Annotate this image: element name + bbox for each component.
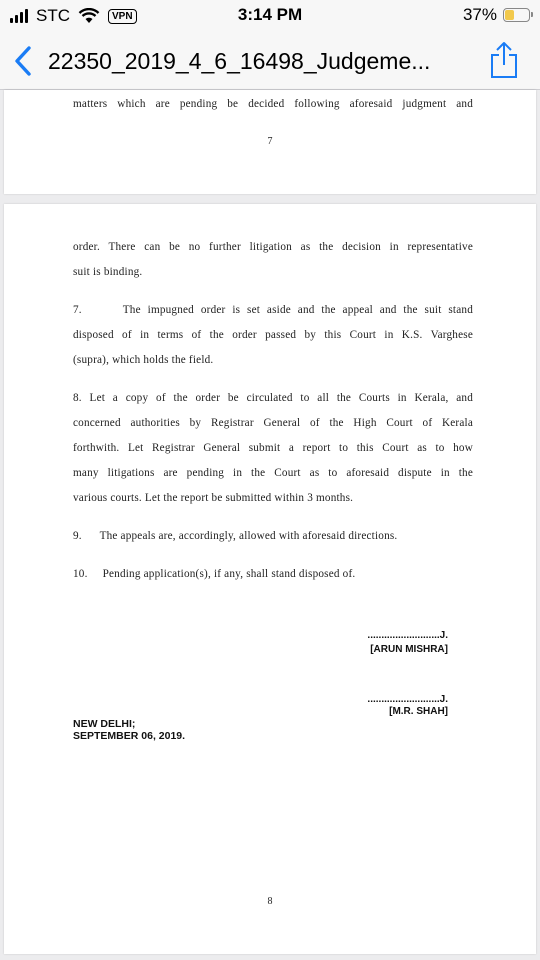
document-text-line: suit is binding. — [73, 266, 143, 278]
share-icon[interactable] — [488, 40, 520, 80]
carrier-name: STC — [36, 6, 70, 25]
vpn-badge: VPN — [108, 9, 137, 24]
pdf-page-7 — [4, 90, 536, 194]
document-text-line: 9. The appeals are, accordingly, allowed with aforesaid directions. — [73, 530, 398, 542]
judge-name: [ARUN MISHRA] — [370, 644, 448, 655]
place-text: NEW DELHI; — [73, 718, 136, 730]
date-text: SEPTEMBER 06, 2019. — [73, 730, 186, 742]
battery-percent: 37% — [462, 5, 497, 24]
document-text-line: 10. Pending application(s), if any, shall stand disposed of. — [73, 568, 356, 580]
document-text-line: matters which are pending be decided following aforesaid judgment and — [73, 98, 473, 110]
document-text-line: 7. The impugned order is set aside and the appeal and the suit stand — [73, 304, 473, 316]
document-text-line: concerned authorities by Registrar General of the High Court of Kerala — [73, 417, 473, 429]
document-text-line: order. There can be no further litigation as the decision in representative — [73, 241, 473, 253]
battery-level-fill — [505, 10, 514, 20]
document-text-line: many litigations are pending in the Court as to aforesaid dispute in the — [73, 467, 473, 479]
page-number: 7 — [267, 136, 273, 147]
document-text-line: (supra), which holds the field. — [73, 354, 214, 366]
navigation-bar — [0, 32, 540, 90]
status-right — [463, 5, 530, 25]
battery-nub — [531, 12, 533, 17]
signature-line: ..........................J. — [367, 694, 448, 705]
battery-icon — [503, 8, 530, 22]
status-time: 3:14 PM — [237, 5, 303, 24]
signature-line: ..........................J. — [367, 630, 448, 641]
document-title: 22350_2019_4_6_16498_Judgeme... — [48, 48, 431, 74]
document-text-line: forthwith. Let Registrar General submit a report to this Court as to how — [73, 442, 473, 454]
judge-name: [M.R. SHAH] — [389, 706, 448, 717]
status-bar — [0, 0, 540, 32]
document-text-line: 8. Let a copy of the order be circulated to all the Courts in Kerala, and — [73, 392, 473, 404]
chevron-left-icon[interactable] — [10, 44, 36, 78]
page-number: 8 — [267, 896, 273, 907]
document-text-line: various courts. Let the report be submitted within 3 months. — [73, 492, 354, 504]
pdf-page-8 — [4, 204, 536, 954]
document-text-line: disposed of in terms of the order passed by this Court in K.S. Varghese — [73, 329, 473, 341]
